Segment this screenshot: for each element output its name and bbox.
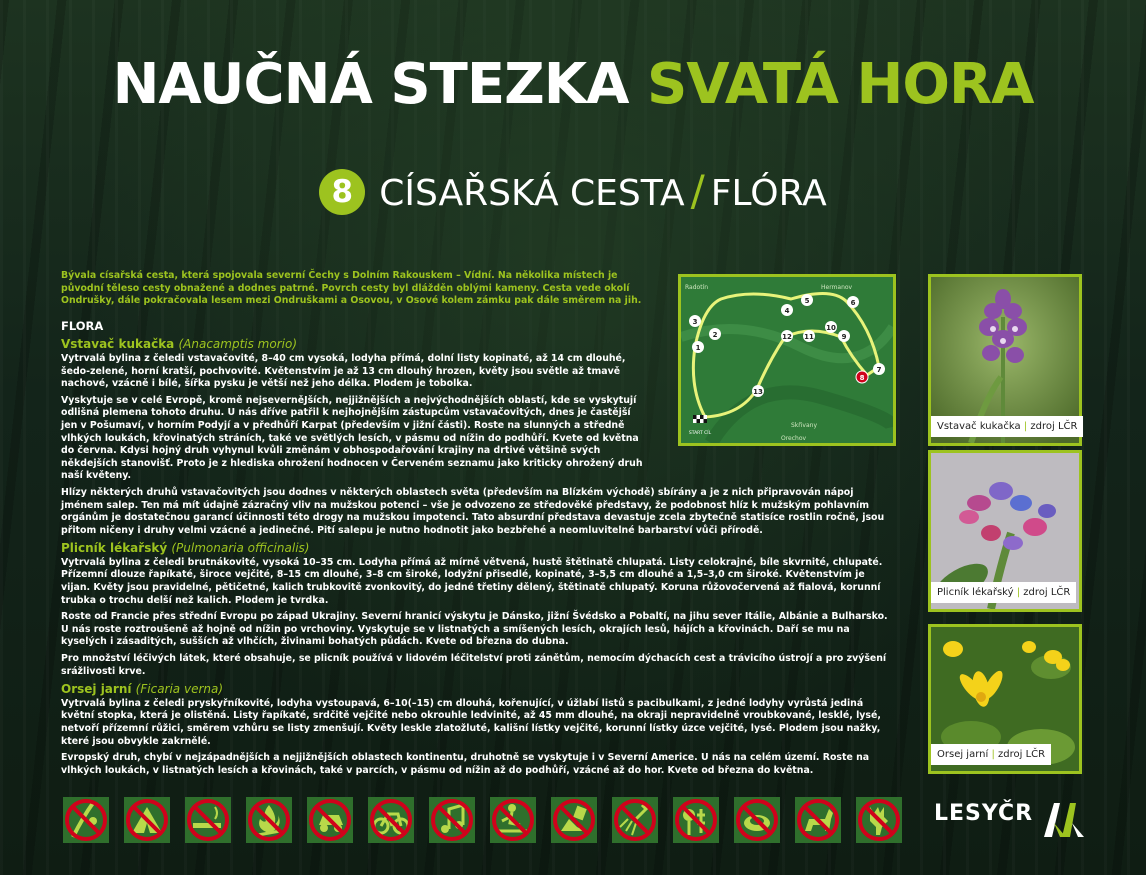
species-paragraph: Pro množství léčivých látek, které obsahuje, se plicník používá v lidovém léčitelství proti zánětům, nemocím dýchacích cest a trávicího ústrojí a pro zvýšení srážlivosti krve. bbox=[61, 653, 887, 677]
route-map bbox=[678, 274, 896, 446]
no-dumping-icon bbox=[551, 797, 597, 843]
species-latin: (Pulmonaria officinalis) bbox=[171, 541, 310, 556]
no-smoking-icon bbox=[185, 797, 231, 843]
no-music-icon bbox=[429, 797, 475, 843]
map-stop: 2 bbox=[712, 331, 718, 339]
no-hunting-icon bbox=[856, 797, 902, 843]
caption-separator: | bbox=[991, 749, 995, 760]
species-paragraph: Vytrvalá bylina z čeledi pryskyřníkovité, lodyha vystoupavá, 6–10(–15) cm dlouhá, kořenující, v úžlabí listů s pacibulkami, z jedné lodyhy vyrůstá jediná květní stopka, která je olistěná. Listy řapíkaté, srdčitě vejčité nebo okrouhle ledvinité, až 45 mm dlouhé, na okraji nepravidelně vroubkované, lesklé, lysé, netvoří přízemní růžici, směrem vzhůru se listy zmenšují. Květy leskle zlatožluté, kališní lístky vejčité, korunní lístky úzce vejčité, lysé. Plodem jsou nažky, které jsou obvykle zakrnělé. bbox=[61, 697, 881, 747]
no-dogs-icon bbox=[795, 797, 841, 843]
map-label: Radotín bbox=[685, 284, 709, 291]
species-paragraph: Vyskytuje se v celé Evropě, kromě nejseverněJších, nejjižnějších a nejvýchodnějších oblastí, kde se vyskytují odlišná plemena tohoto druhu. U nás dříve patřil k nejhojnějším zástupcům vstavačovitých, dnes je častější jen v Pošumaví, v horním Podyjí a v předhůří Karpat (především v jižní části). Roste na slunných a středně vlhkých loukách, křovinatých stráních, také ve světlých lesích, v pásmu od nížin do podhůří. Kvete od května do června. Kdysi hojný druh vyhynul kvůli změnám v obhospodařování krajiny na drtivé většině svých někdejších stanovišť. Proto je z hlediska ohrožení hodnocen v Červeném seznamu jako kriticky ohrožený druh naší květeny. bbox=[61, 394, 643, 482]
title-white: NAUČNÁ STEZKA bbox=[112, 52, 629, 117]
species-heading bbox=[61, 683, 897, 696]
photo-orchid bbox=[928, 274, 1082, 446]
species-latin: (Ficaria verna) bbox=[135, 682, 224, 697]
map-label: Skřivany bbox=[791, 422, 817, 429]
map-stop-current: 8 bbox=[859, 374, 865, 382]
no-flower-picking-icon bbox=[673, 797, 719, 843]
subtitle-slash: / bbox=[690, 166, 705, 215]
map-stop: 5 bbox=[804, 297, 810, 305]
caption-name: Plicník lékařský bbox=[937, 587, 1014, 598]
map-stop: 7 bbox=[876, 366, 882, 374]
page-subtitle bbox=[0, 166, 1146, 218]
map-stop: 3 bbox=[692, 318, 698, 326]
map-stop: 6 bbox=[850, 299, 856, 307]
stop-number-badge: 8 bbox=[319, 169, 365, 215]
map-label: Hermanov bbox=[821, 284, 853, 291]
species-paragraph: Roste od Francie přes střední Evropu po západ Ukrajiny. Severní hranicí výskytu je Dánsko, jižní Švédsko a Pobaltí, na jihu sever Itálie, Albánie a Bulharsko. U nás roste roztroušeně až hojně od nížin po vrchoviny. Vyskytuje se v listnatých a smíšených lesích, okrajích lesů, hájích a křovinách. Daří se mu na kyselých i zásaditých, sušších až vlhčích, živinami bohatých půdách. Kvete od března do dubna. bbox=[61, 611, 888, 648]
photo-caption bbox=[931, 416, 1083, 437]
no-sledging-icon bbox=[490, 797, 536, 843]
no-cycling-icon bbox=[368, 797, 414, 843]
logo-text: LESYČR bbox=[934, 801, 1034, 826]
no-littering-icon bbox=[734, 797, 780, 843]
photo-celandine bbox=[928, 624, 1082, 774]
photo-caption bbox=[931, 582, 1076, 603]
no-showering-icon bbox=[612, 797, 658, 843]
subtitle-main: CÍSAŘSKÁ CESTA bbox=[379, 173, 685, 214]
route-map-graphic bbox=[681, 277, 893, 443]
species-paragraph: Vytrvalá bylina z čeledi brutnákovité, vysoká 10–35 cm. Lodyha přímá až mírně větvená, hustě štětinatě chlupatá. Listy celokrajné, bíle skvrnité, chlupaté. Přízemní dlouze řapíkaté, široce vejčité, 8–15 cm dlouhé, 3–8 cm široké, lodyžní přisedlé, kopinaté, 3–5,5 cm dlouhé a 1,5–3,0 cm široké. Květenstvím je vijan. Květy jsou pravidelné, pětičetné, kalich trubkovitě zvonkovitý, do jedné třetiny dělený, štětinatě chlupatý. Koruna růžovočervená až fialová, korunní trubka o trochu delší než kalich. Plodem je tvrdka. bbox=[61, 556, 883, 606]
map-stop: 4 bbox=[784, 307, 790, 315]
caption-name: Orsej jarní bbox=[937, 749, 989, 760]
caption-source: zdroj LČR bbox=[998, 749, 1046, 760]
species-name: Orsej jarní bbox=[61, 682, 132, 697]
species-name: Vstavač kukačka bbox=[61, 337, 175, 352]
title-green: SVATÁ HORA bbox=[646, 52, 1034, 117]
page-title bbox=[0, 52, 1146, 117]
start-label: START CÍL bbox=[688, 431, 712, 436]
subtitle-topic: FLÓRA bbox=[710, 173, 827, 214]
photo-lungwort bbox=[928, 450, 1082, 612]
map-stop: 13 bbox=[753, 388, 763, 396]
map-stop: 12 bbox=[782, 333, 792, 341]
no-vehicles-icon bbox=[307, 797, 353, 843]
no-fire-icon bbox=[246, 797, 292, 843]
lesy-cr-logo bbox=[930, 795, 1090, 845]
map-label: Orechov bbox=[781, 435, 807, 442]
caption-separator: | bbox=[1023, 421, 1028, 432]
map-stop: 1 bbox=[695, 344, 701, 352]
map-stop: 10 bbox=[826, 324, 836, 332]
logo-mark-icon bbox=[1040, 799, 1084, 839]
caption-source: zdroj LČR bbox=[1030, 421, 1078, 432]
map-stop: 9 bbox=[841, 333, 847, 341]
section-heading: FLORA bbox=[61, 318, 104, 333]
no-bicycle-off-road-icon bbox=[63, 797, 109, 843]
species-name: Plicník lékařský bbox=[61, 541, 168, 556]
caption-separator: | bbox=[1016, 587, 1021, 598]
species-paragraph: Hlízy některých druhů vstavačovitých jsou dodnes v některých oblastech světa (především na Blízkém východě) sbírány a je z nich připravován nápoj jménem salep. Ten má mít údajně zázračný vliv na mužskou potenci – vše je odvozeno ze středověké představy, že podobnost hlíz k mužským pohlavním orgánům je dostatečnou garancí účinnosti této drogy na mužskou impotenci. Tato absurdní představa devastuje zcela zbytečně statisíce rostlin ročně, jsou přitom ničeny i druhy velmi vzácné a jedinečné. Pití salepu je nutno hodnotit jako bezbřehé a neomluvitelné barbarství vůči přírodě. bbox=[61, 486, 885, 536]
no-camping-icon bbox=[124, 797, 170, 843]
species-heading bbox=[61, 542, 897, 555]
map-stop: 11 bbox=[804, 333, 814, 341]
photo-caption bbox=[931, 744, 1051, 765]
caption-name: Vstavač kukačka bbox=[937, 421, 1021, 432]
intro-paragraph: Bývala císařská cesta, která spojovala severní Čechy s Dolním Rakouskem – Vídní. Na několika místech je původní těleso cesty obnažené a dodnes patrné. Povrch cesty byl dlážděn oblými kameny. Cesta vede okolí Ondrušky, dále pokračovala lesem mezi Ondruškami a Osovou, v Osové kolem zámku pak dále směrem na jih. bbox=[61, 270, 642, 307]
species-paragraph: Evropský druh, chybí v nejzápadnějších a nejjižnějších oblastech kontinentu, druhotně se vyskytuje i v Severní Americe. U nás na celém území. Roste na vlhkých loukách, v listnatých lesích a křovinách, také v parcích, v pásmu od nížin až do podhůří, vzácné až do hor. Kvete od března do května. bbox=[61, 752, 870, 776]
species-paragraph: Vytrvalá bylina z čeledi vstavačovité, 8–40 cm vysoká, lodyha přímá, dolní listy kopinaté, až 14 cm dlouhé, šedo-zelené, horní kratší, pochvovité. Květenstvím je až 13 cm dlouhý hrozen, květy jsou světle až tmavě nachové, vzácně i bílé, šířka pysku je větší než jeho délka. Plodem je tobolka. bbox=[61, 352, 626, 390]
caption-source: zdroj LČR bbox=[1023, 587, 1071, 598]
species-latin: (Anacamptis morio) bbox=[178, 337, 298, 352]
